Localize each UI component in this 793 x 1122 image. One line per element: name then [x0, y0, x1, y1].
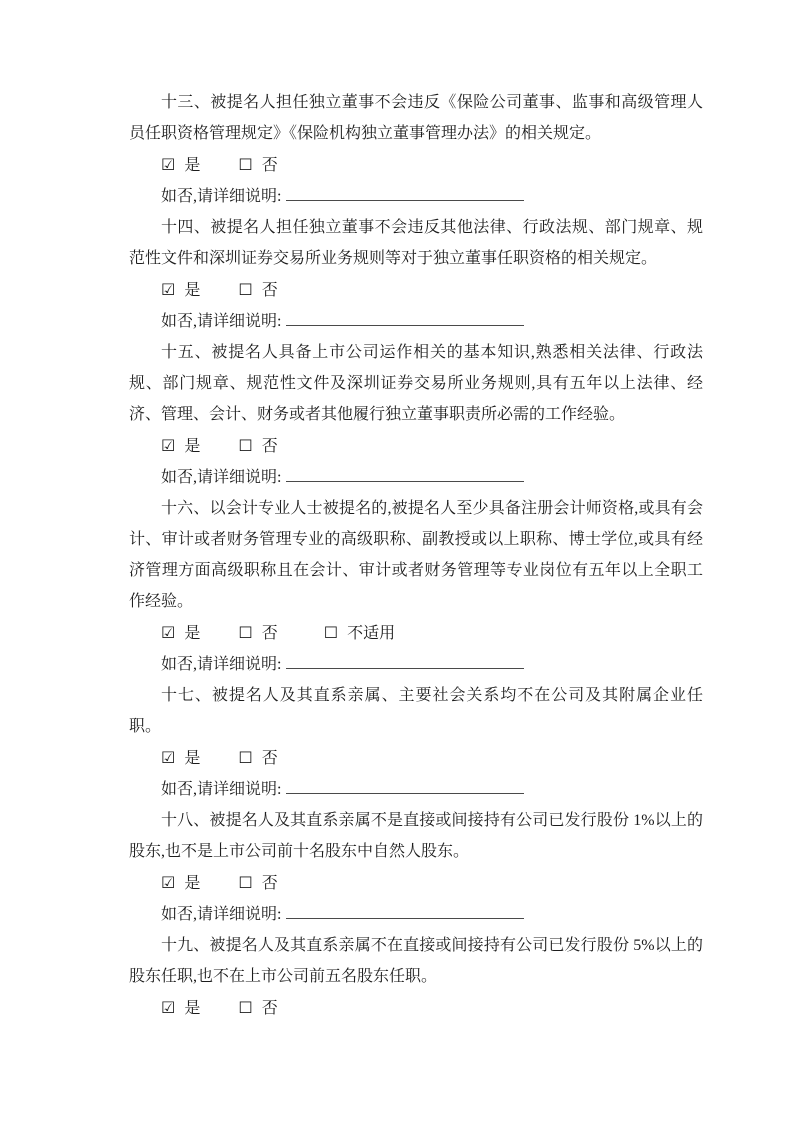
detail-prompt: 如否,请详细说明: — [161, 656, 282, 673]
option-yes — [161, 1000, 200, 1017]
item-13-detail-row — [129, 181, 703, 212]
option-no — [238, 1000, 277, 1017]
item-15 — [129, 337, 703, 493]
item-16 — [129, 493, 703, 680]
item-17-detail-row — [129, 774, 703, 805]
item-17-text: 十七、被提名人及其直系亲属、主要社会关系均不在公司及其附属企业任职。 — [129, 687, 703, 735]
detail-blank-line — [286, 466, 524, 482]
option-yes-label: 是 — [184, 750, 201, 767]
option-yes-label: 是 — [184, 1000, 201, 1017]
checkbox-checked-icon: ☑ — [161, 998, 176, 1017]
checkbox-unchecked-icon: ☐ — [238, 998, 253, 1017]
detail-prompt: 如否,请详细说明: — [161, 188, 282, 205]
option-yes-label: 是 — [184, 875, 201, 892]
detail-blank-line — [286, 903, 524, 919]
item-19 — [129, 930, 703, 1024]
checkbox-unchecked-icon: ☐ — [238, 623, 253, 642]
item-17-options-row — [129, 742, 703, 774]
option-yes — [161, 625, 200, 642]
detail-prompt: 如否,请详细说明: — [161, 313, 282, 330]
item-13 — [129, 87, 703, 212]
item-16-options-row — [129, 617, 703, 649]
item-19-options-row — [129, 992, 703, 1024]
checkbox-checked-icon: ☑ — [161, 623, 176, 642]
option-not-applicable-label: 不适用 — [347, 625, 396, 642]
detail-prompt: 如否,请详细说明: — [161, 781, 282, 798]
checkbox-unchecked-icon: ☐ — [323, 623, 339, 642]
option-no — [238, 625, 277, 642]
item-13-options-row — [129, 149, 703, 181]
checkbox-unchecked-icon: ☐ — [238, 280, 253, 299]
option-no-label: 否 — [261, 875, 278, 892]
option-yes — [161, 875, 200, 892]
option-no — [238, 750, 277, 767]
option-no-label: 否 — [261, 282, 278, 299]
option-yes — [161, 438, 200, 455]
checkbox-unchecked-icon: ☐ — [238, 436, 253, 455]
item-18-detail-row — [129, 899, 703, 930]
option-yes-label: 是 — [184, 157, 201, 174]
option-no-label: 否 — [261, 438, 278, 455]
detail-prompt: 如否,请详细说明: — [161, 906, 282, 923]
checkbox-unchecked-icon: ☐ — [238, 748, 253, 767]
option-no-label: 否 — [261, 750, 278, 767]
item-18-text: 十八、被提名人及其直系亲属不是直接或间接持有公司已发行股份 1%以上的股东,也不是上市公司前十名股东中自然人股东。 — [129, 812, 703, 860]
option-no-label: 否 — [261, 625, 278, 642]
item-13-text: 十三、被提名人担任独立董事不会违反《保险公司董事、监事和高级管理人员任职资格管理规定》《保险机构独立董事管理办法》的相关规定。 — [129, 94, 703, 142]
detail-blank-line — [286, 653, 524, 669]
item-14 — [129, 212, 703, 337]
detail-blank-line — [286, 310, 524, 326]
option-yes-label: 是 — [184, 438, 201, 455]
option-no — [238, 875, 277, 892]
item-14-text: 十四、被提名人担任独立董事不会违反其他法律、行政法规、部门规章、规范性文件和深圳证券交易所业务规则等对于独立董事任职资格的相关规定。 — [129, 219, 703, 267]
item-15-detail-row — [129, 462, 703, 493]
item-18 — [129, 805, 703, 930]
detail-blank-line — [286, 185, 524, 201]
detail-prompt: 如否,请详细说明: — [161, 469, 282, 486]
item-15-text: 十五、被提名人具备上市公司运作相关的基本知识,熟悉相关法律、行政法规、部门规章、规范性文件及深圳证券交易所业务规则,具有五年以上法律、经济、管理、会计、财务或者其他履行独立董事职责所必需的工作经验。 — [129, 344, 703, 423]
option-yes — [161, 282, 200, 299]
option-yes — [161, 157, 200, 174]
item-14-options-row — [129, 274, 703, 306]
option-no — [238, 282, 277, 299]
checkbox-checked-icon: ☑ — [161, 873, 176, 892]
checkbox-unchecked-icon: ☐ — [238, 155, 253, 174]
item-19-text: 十九、被提名人及其直系亲属不在直接或间接持有公司已发行股份 5%以上的股东任职,也不在上市公司前五名股东任职。 — [129, 937, 703, 985]
checkbox-checked-icon: ☑ — [161, 748, 176, 767]
checkbox-unchecked-icon: ☐ — [238, 873, 253, 892]
option-no — [238, 157, 277, 174]
detail-blank-line — [286, 778, 524, 794]
checkbox-checked-icon: ☑ — [161, 155, 176, 174]
item-16-text: 十六、以会计专业人士被提名的,被提名人至少具备注册会计师资格,或具有会计、审计或者财务管理专业的高级职称、副教授或以上职称、博士学位,或具有经济管理方面高级职称且在会计、审计或者财务管理等专业岗位有五年以上全职工作经验。 — [129, 500, 703, 610]
item-16-detail-row — [129, 649, 703, 680]
option-no-label: 否 — [261, 157, 278, 174]
option-no-label: 否 — [261, 1000, 278, 1017]
item-14-detail-row — [129, 306, 703, 337]
item-18-options-row — [129, 867, 703, 899]
option-yes-label: 是 — [184, 282, 201, 299]
option-not-applicable — [324, 625, 395, 642]
option-yes — [161, 750, 200, 767]
checkbox-checked-icon: ☑ — [161, 280, 176, 299]
option-yes-label: 是 — [184, 625, 201, 642]
option-no — [238, 438, 277, 455]
item-15-options-row — [129, 430, 703, 462]
item-17 — [129, 680, 703, 805]
checkbox-checked-icon: ☑ — [161, 436, 176, 455]
